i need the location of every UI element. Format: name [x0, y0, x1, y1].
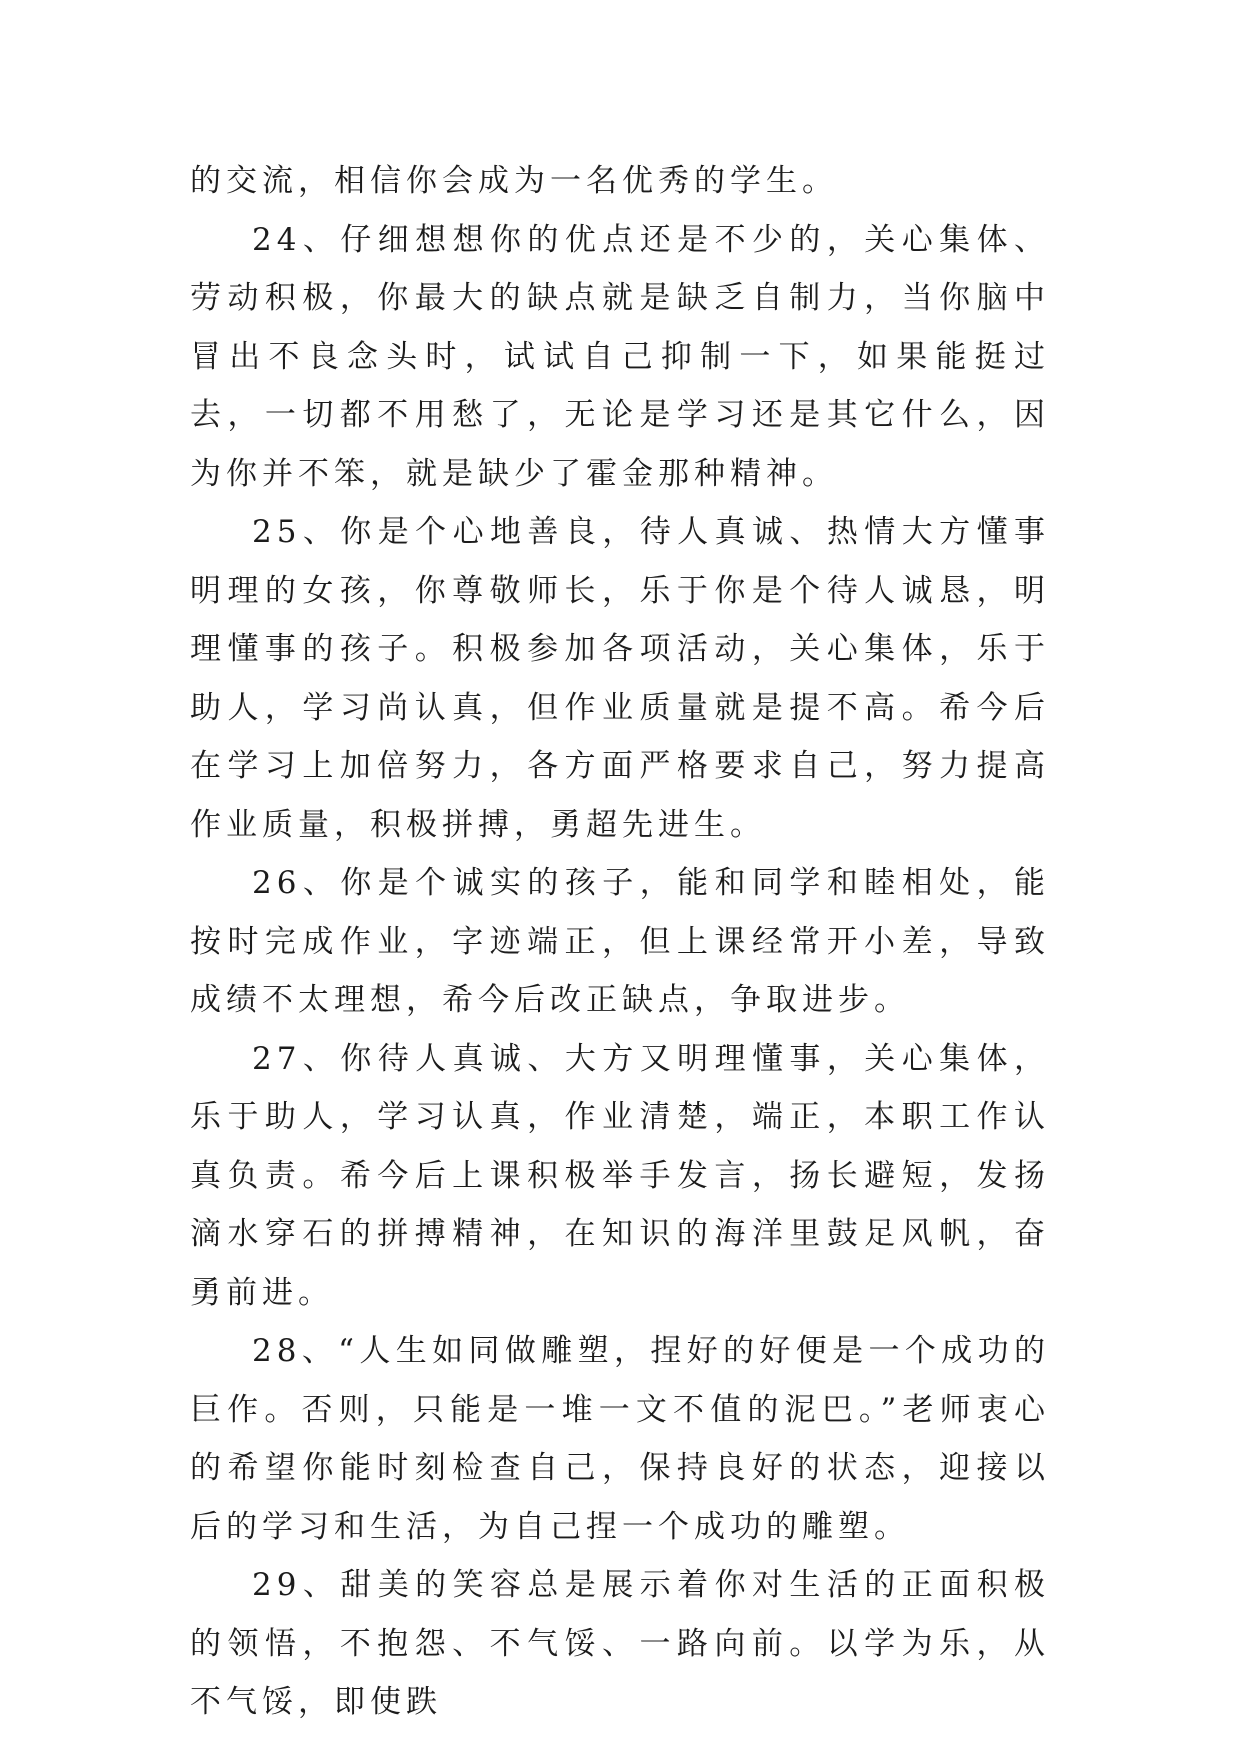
paragraph-27: 27、你待人真诚、大方又明理懂事，关心集体，乐于助人，学习认真，作业清楚，端正，本职工作认真负责。希今后上课积极举手发言，扬长避短，发扬滴水穿石的拼搏精神，在知识的海洋里鼓足风帆，奋勇前进。	[190, 1040, 1050, 1311]
paragraph-25: 25、你是个心地善良，待人真诚、热情大方懂事明理的女孩，你尊敬师长，乐于你是个待人诚恳，明理懂事的孩子。积极参加各项活动，关心集体，乐于助人，学习尚认真，但作业质量就是提不高。希今后在学习上加倍努力，各方面严格要求自己，努力提高作业质量，积极拼搏，勇超先进生。	[190, 514, 1050, 843]
paragraph-24: 24、仔细想想你的优点还是不少的，关心集体、劳动积极，你最大的缺点就是缺乏自制力，当你脑中冒出不良念头时，试试自己抑制一下，如果能挺过去，一切都不用愁了，无论是学习还是其它什么，因为你并不笨，就是缺少了霍金那种精神。	[190, 221, 1050, 492]
paragraph-continuation: 的交流，相信你会成为一名优秀的学生。	[190, 163, 838, 199]
paragraph-26: 26、你是个诚实的孩子，能和同学和睦相处，能按时完成作业，字迹端正，但上课经常开小差，导致成绩不太理想，希今后改正缺点，争取进步。	[190, 865, 1050, 1018]
paragraph-28: 28、“人生如同做雕塑，捏好的好便是一个成功的巨作。否则，只能是一堆一文不值的泥巴。”老师衷心的希望你能时刻检查自己，保持良好的状态，迎接以后的学习和生活，为自己捏一个成功的雕塑。	[190, 1333, 1050, 1545]
paragraph-29: 29、甜美的笑容总是展示着你对生活的正面积极的领悟，不抱怨、不气馁、一路向前。以学为乐，从不气馁，即使跌	[190, 1567, 1050, 1720]
document-body	[190, 152, 1050, 1732]
